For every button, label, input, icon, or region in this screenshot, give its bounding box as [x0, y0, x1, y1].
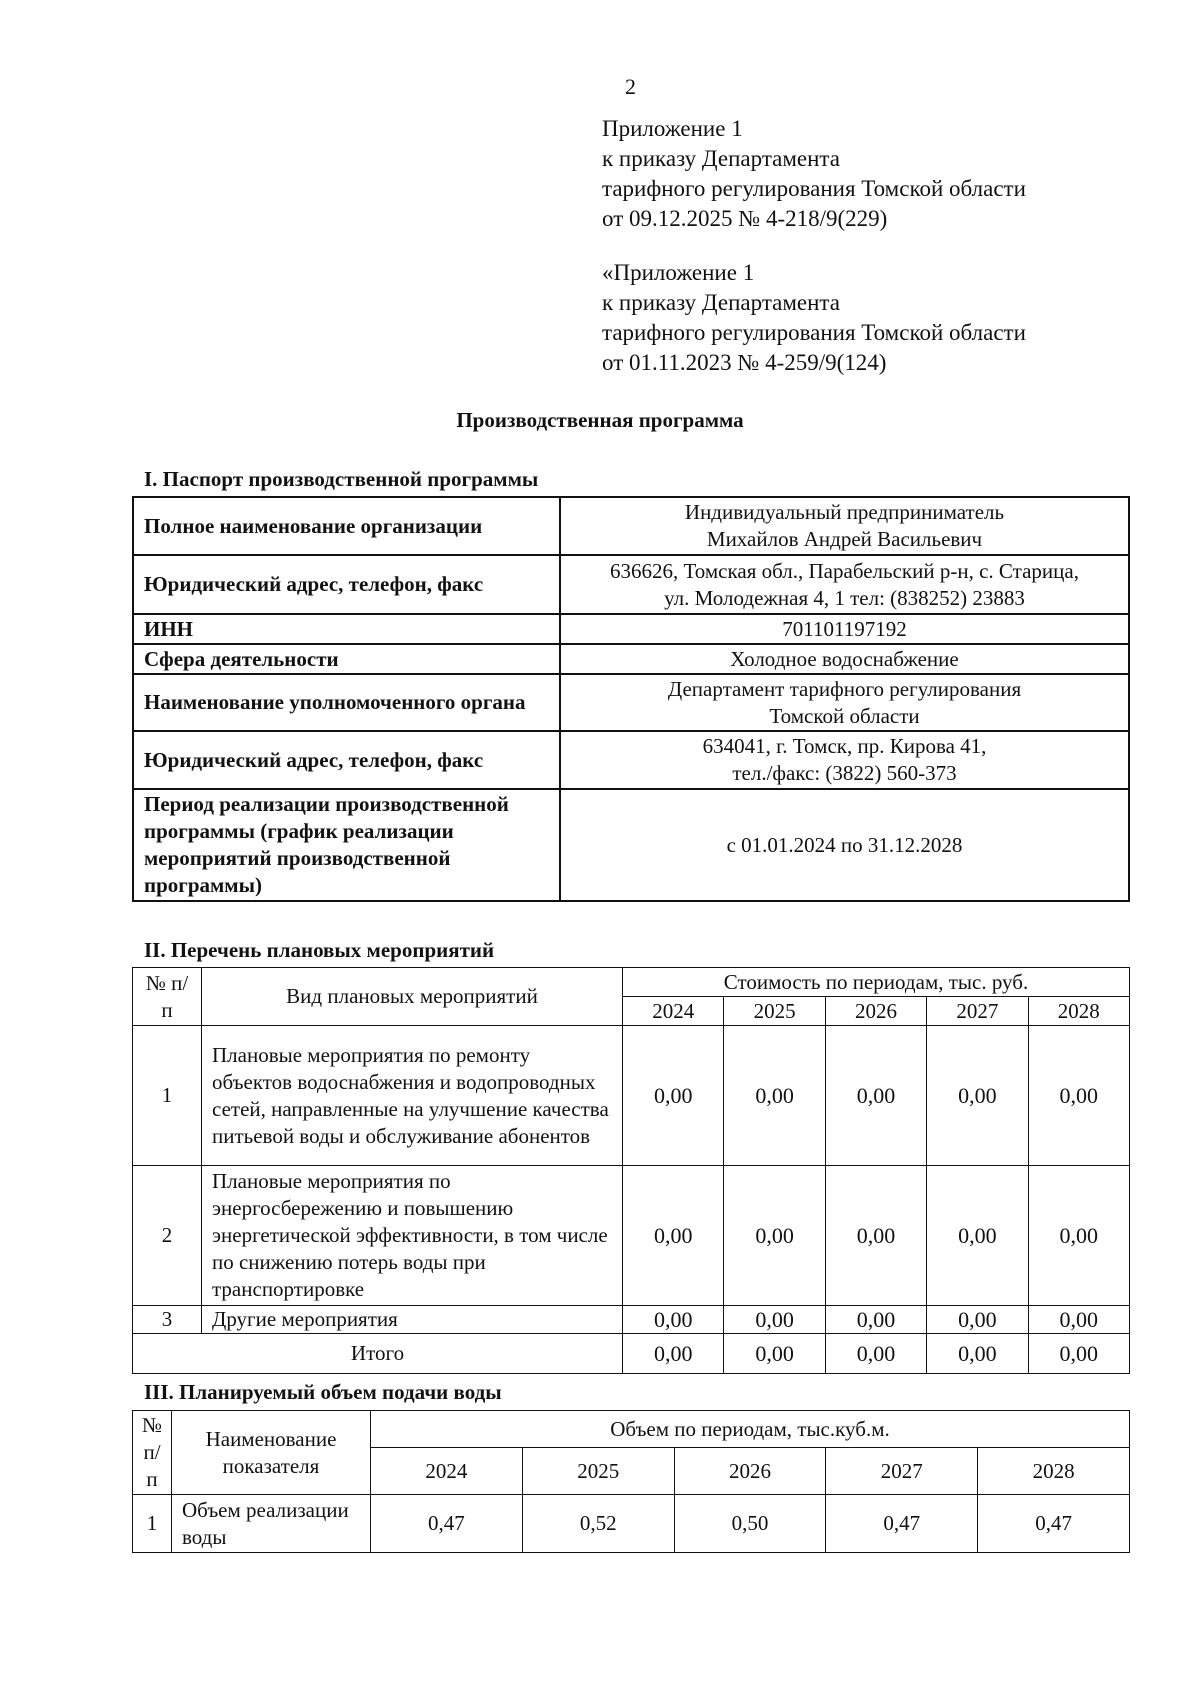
table-row [133, 1026, 1130, 1166]
total-value: 0,00 [724, 1334, 825, 1374]
passport-label: Период реализации производственной программы (график реализации мероприятий производственной программы) [133, 789, 560, 901]
passport-table [132, 496, 1130, 902]
section-2-heading: II. Перечень плановых мероприятий [144, 938, 495, 962]
appendix-line: Приложение 1 [602, 116, 743, 141]
planned-measures-table [132, 967, 1130, 1374]
appendix-line: тарифного регулирования Томской области [602, 320, 1026, 345]
year-header: 2026 [825, 997, 926, 1026]
total-value: 0,00 [1028, 1334, 1129, 1374]
year-header: 2027 [826, 1448, 978, 1495]
passport-row [133, 731, 1129, 789]
volume-value: 0,52 [522, 1495, 674, 1553]
total-value: 0,00 [825, 1334, 926, 1374]
appendix-line: от 01.11.2023 № 4-259/9(124) [602, 350, 887, 375]
cost-value: 0,00 [623, 1306, 724, 1334]
passport-row [133, 674, 1129, 731]
passport-row [133, 497, 1129, 555]
appendix-current [602, 114, 1026, 234]
total-label: Итого [133, 1334, 623, 1374]
appendix-previous [602, 258, 1026, 378]
section-3-heading: III. Планируемый объем подачи воды [144, 1380, 502, 1404]
column-header-number: № п/ п [133, 1411, 172, 1495]
row-number: 1 [133, 1495, 172, 1553]
cost-value: 0,00 [724, 1026, 825, 1166]
passport-label: Юридический адрес, телефон, факс [133, 731, 560, 789]
passport-value: Департамент тарифного регулирования Томской области [560, 674, 1129, 731]
column-header-name: Наименование показателя [172, 1411, 371, 1495]
page-number: 2 [625, 74, 636, 99]
volume-value: 0,47 [826, 1495, 978, 1553]
passport-row [133, 614, 1129, 644]
passport-label: Полное наименование организации [133, 497, 560, 555]
cost-value: 0,00 [927, 1166, 1028, 1306]
cost-value: 0,00 [825, 1306, 926, 1334]
cost-value: 0,00 [927, 1306, 1028, 1334]
year-header: 2028 [978, 1448, 1130, 1495]
indicator-name: Объем реализации воды [172, 1495, 371, 1553]
cost-value: 0,00 [623, 1026, 724, 1166]
year-header: 2026 [674, 1448, 826, 1495]
total-value: 0,00 [927, 1334, 1028, 1374]
passport-label: Наименование уполномоченного органа [133, 674, 560, 731]
cost-value: 0,00 [1028, 1026, 1129, 1166]
row-number: 3 [133, 1306, 202, 1334]
passport-value: с 01.01.2024 по 31.12.2028 [560, 789, 1129, 901]
measure-kind: Другие мероприятия [202, 1306, 623, 1334]
measure-kind: Плановые мероприятия по ремонту объектов водоснабжения и водопроводных сетей, направленные на улучшение качества питьевой воды и обслуживание абонентов [202, 1026, 623, 1166]
table-row [133, 1306, 1130, 1334]
volume-value: 0,47 [978, 1495, 1130, 1553]
total-value: 0,00 [623, 1334, 724, 1374]
column-header-kind: Вид плановых мероприятий [202, 968, 623, 1026]
year-header: 2028 [1028, 997, 1129, 1026]
passport-label: Юридический адрес, телефон, факс [133, 555, 560, 614]
passport-label: Сфера деятельности [133, 644, 560, 674]
passport-value: Индивидуальный предприниматель Михайлов Андрей Васильевич [560, 497, 1129, 555]
volume-value: 0,47 [371, 1495, 523, 1553]
passport-label: ИНН [133, 614, 560, 644]
year-header: 2024 [623, 997, 724, 1026]
cost-value: 0,00 [825, 1166, 926, 1306]
section-1-heading: I. Паспорт производственной программы [144, 467, 539, 491]
row-number: 2 [133, 1166, 202, 1306]
cost-value: 0,00 [724, 1306, 825, 1334]
column-header-number: № п/п [133, 968, 202, 1026]
table-header-row [133, 1411, 1130, 1448]
passport-value: 636626, Томская обл., Парабельский р-н, с. Старица, ул. Молодежная 4, 1 тел: (838252) 23883 [560, 555, 1129, 614]
appendix-line: к приказу Департамента [602, 146, 840, 171]
table-row [133, 1166, 1130, 1306]
passport-row [133, 555, 1129, 614]
cost-value: 0,00 [623, 1166, 724, 1306]
year-header: 2025 [724, 997, 825, 1026]
measure-kind: Плановые мероприятия по энергосбережению и повышению энергетической эффективности, в том числе по снижению потерь воды при транспортировке [202, 1166, 623, 1306]
appendix-line: от 09.12.2025 № 4-218/9(229) [602, 206, 888, 231]
year-header: 2025 [522, 1448, 674, 1495]
row-number: 1 [133, 1026, 202, 1166]
passport-row [133, 789, 1129, 901]
passport-value: 701101197192 [560, 614, 1129, 644]
cost-value: 0,00 [825, 1026, 926, 1166]
cost-value: 0,00 [927, 1026, 1028, 1166]
table-header-row [133, 968, 1130, 997]
appendix-line: «Приложение 1 [602, 260, 755, 285]
column-header-volume: Объем по периодам, тыс.куб.м. [371, 1411, 1130, 1448]
cost-value: 0,00 [1028, 1166, 1129, 1306]
total-row [133, 1334, 1130, 1374]
cost-value: 0,00 [1028, 1306, 1129, 1334]
appendix-line: к приказу Департамента [602, 290, 840, 315]
passport-row [133, 644, 1129, 674]
appendix-line: тарифного регулирования Томской области [602, 176, 1026, 201]
cost-value: 0,00 [724, 1166, 825, 1306]
passport-value: Холодное водоснабжение [560, 644, 1129, 674]
volume-value: 0,50 [674, 1495, 826, 1553]
table-row [133, 1495, 1130, 1553]
year-header: 2024 [371, 1448, 523, 1495]
year-header: 2027 [927, 997, 1028, 1026]
passport-value: 634041, г. Томск, пр. Кирова 41, тел./факс: (3822) 560-373 [560, 731, 1129, 789]
column-header-cost: Стоимость по периодам, тыс. руб. [623, 968, 1130, 997]
document-title: Производственная программа [456, 408, 744, 432]
water-supply-volume-table [132, 1410, 1130, 1553]
